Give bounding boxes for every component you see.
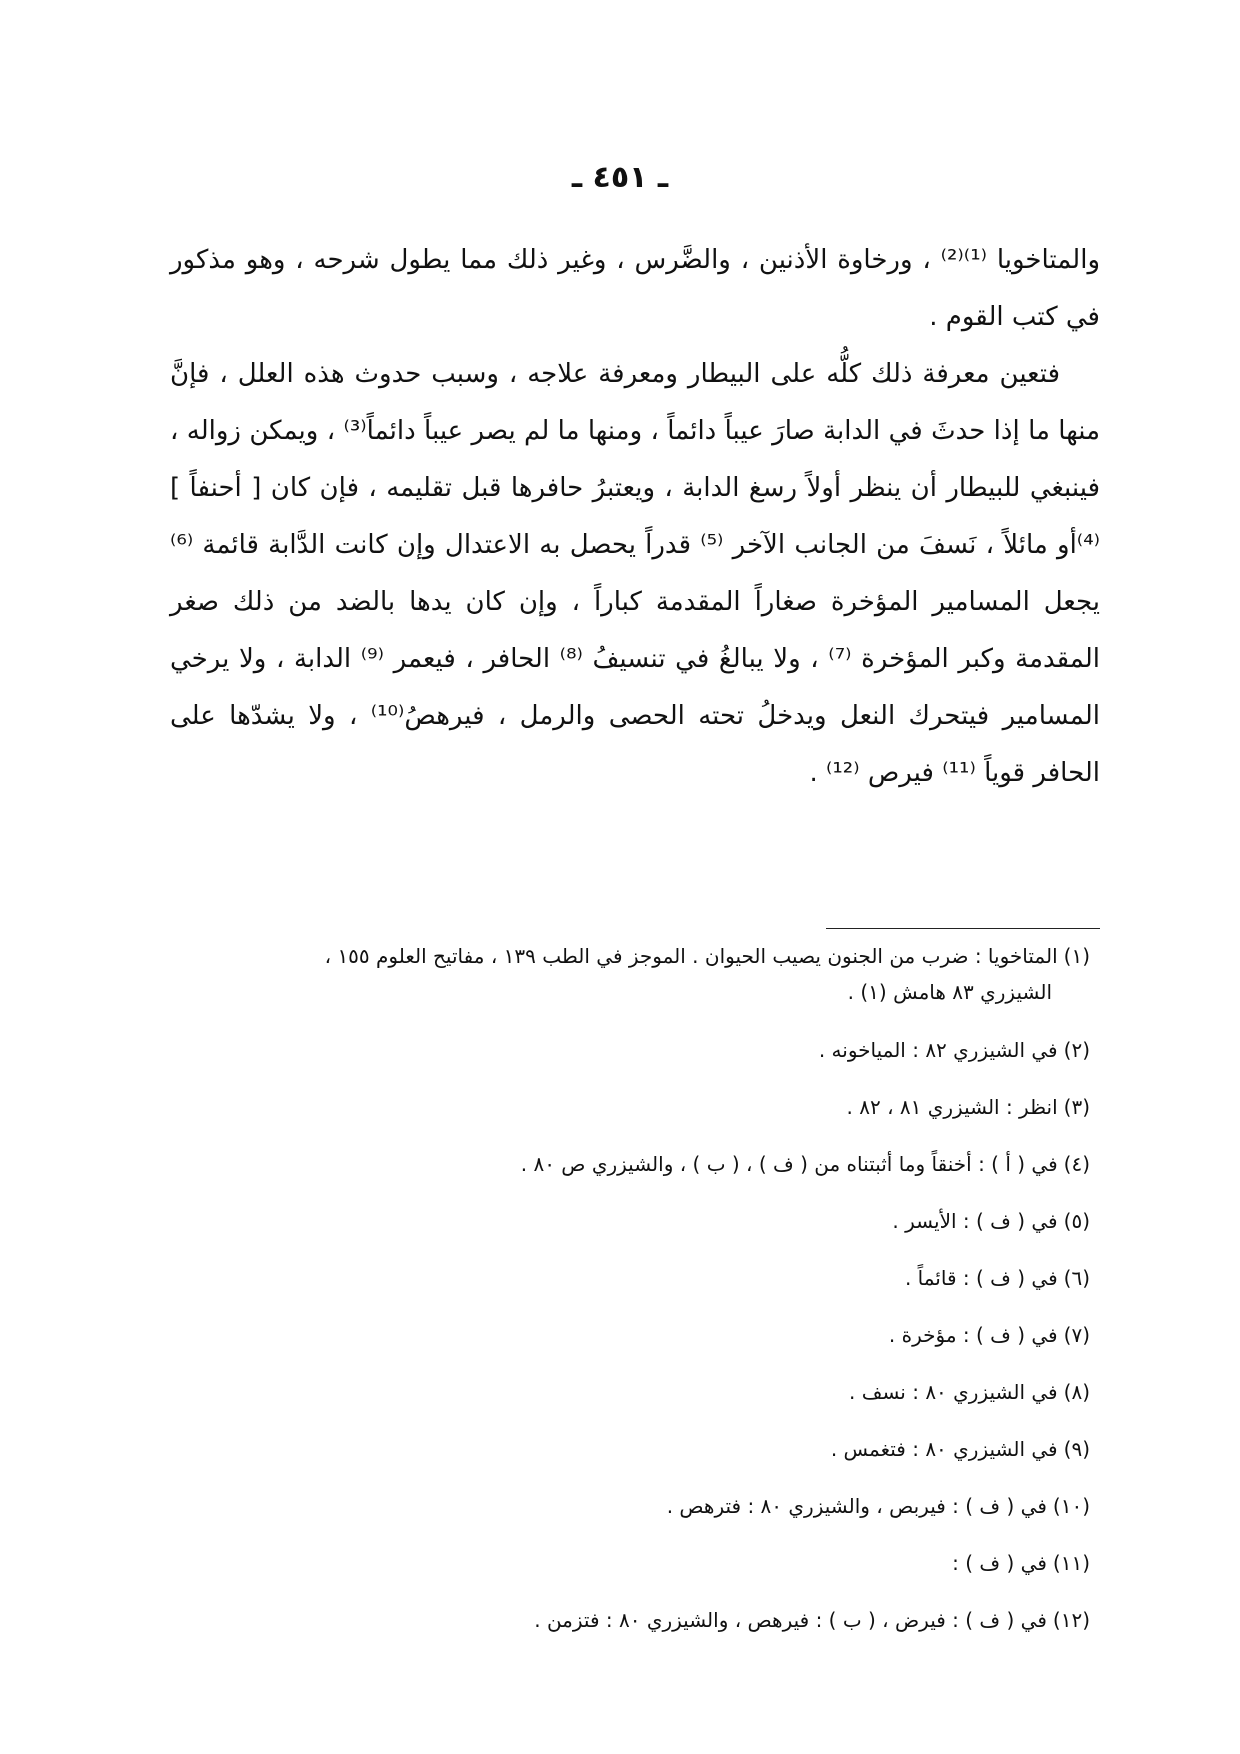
- footnote-item: [170, 1033, 1090, 1067]
- footnote-text: في ( ف ) : مؤخرة .: [888, 1323, 1058, 1347]
- paragraph-1: والمتاخويا ⁽¹⁾⁽²⁾ ، ورخاوة الأذنين ، والضَّرس ، وغير ذلك مما يطول شرحه ، وهو مذكور في كتب القوم .: [170, 245, 1100, 332]
- footnote-number: (٥): [1063, 1209, 1090, 1233]
- footnote-item: [170, 1546, 1090, 1580]
- footnote-number: (١١): [1052, 1551, 1090, 1575]
- footnote-text: في ( ف ) : فيربص ، والشيزري ٨٠ : فترهص .: [666, 1494, 1047, 1518]
- paragraph-2: فتعين معرفة ذلك كلُّه على البيطار ومعرفة علاجه ، وسبب حدوث هذه العلل ، فإنَّ منها ما إذا حدثَ في الدابة صارَ عيباً دائماً ، ومنها ما لم يصر عيباً دائماً⁽³⁾ ، ويمكن زواله ، فينبغي للبيطار أن ينظر أولاً رسغ الدابة ، ويعتبرُ حافرها قبل تقليمه ، فإن كان [ أحنفاً ] ⁽⁴⁾أو مائلاً ، نَسفَ من الجانب الآخر ⁽⁵⁾ قدراً يحصل به الاعتدال وإن كانت الدَّابة قائمة ⁽⁶⁾ يجعل المسامير المؤخرة صغاراً المقدمة كباراً ، وإن كان يدها بالضد من ذلك صغر المقدمة وكبر المؤخرة ⁽⁷⁾ ، ولا يبالغُ في تنسيفُ ⁽⁸⁾ الحافر ، فيعمر ⁽⁹⁾ الدابة ، ولا يرخي المسامير فيتحرك النعل ويدخلُ تحته الحصى والرمل ، فيرهصُ⁽¹⁰⁾ ، ولا يشدّها على الحافر قوياً ⁽¹¹⁾ فيرص ⁽¹²⁾ .: [170, 359, 1101, 788]
- footnote-item: [170, 1432, 1090, 1466]
- footnote-number: (١٢): [1052, 1608, 1090, 1632]
- footnote-item: [170, 1204, 1090, 1238]
- footnote-text-continued: الشيزري ٨٣ هامش (١) .: [847, 980, 1052, 1004]
- footnote-item: [170, 1147, 1090, 1181]
- footnote-number: (٧): [1063, 1323, 1090, 1347]
- footnote-number: (٩): [1063, 1437, 1090, 1461]
- footnotes: [170, 938, 1090, 1660]
- footnote-number: (٣): [1063, 1095, 1090, 1119]
- footnote-divider: [826, 928, 1100, 929]
- footnote-text: في ( ف ) : الأيسر .: [892, 1209, 1058, 1233]
- footnote-item: [170, 1603, 1090, 1637]
- footnote-text: في ( ف ) : فيرض ، ( ب ) : فيرهص ، والشيزري ٨٠ : فتزمن .: [534, 1608, 1047, 1632]
- page-number: ـ ٤٥١ ـ: [571, 160, 669, 195]
- footnote-number: (٢): [1063, 1038, 1090, 1062]
- footnote-text: في الشيزري ٨٠ : فتغمس .: [830, 1437, 1058, 1461]
- main-text: [170, 232, 1100, 802]
- footnote-number: (٦): [1063, 1266, 1090, 1290]
- footnote-item: [170, 938, 1090, 1010]
- footnote-text: في الشيزري ٨٢ : المياخونه .: [818, 1038, 1058, 1062]
- footnote-item: [170, 1318, 1090, 1352]
- footnote-item: [170, 1261, 1090, 1295]
- footnote-number: (١٠): [1052, 1494, 1090, 1518]
- footnote-text: في ( ف ) :: [952, 1551, 1047, 1575]
- footnote-item: [170, 1090, 1090, 1124]
- footnote-text: في ( أ ) : أخنقاً وما أثبتناه من ( ف ) ، ( ب ) ، والشيزري ص ٨٠ .: [520, 1152, 1058, 1176]
- footnote-number: (١): [1063, 944, 1090, 968]
- footnote-number: (٨): [1063, 1380, 1090, 1404]
- footnote-text: في ( ف ) : قائماً .: [904, 1266, 1058, 1290]
- footnote-item: [170, 1489, 1090, 1523]
- footnote-text: في الشيزري ٨٠ : نسف .: [849, 1380, 1058, 1404]
- footnote-text: المتاخويا : ضرب من الجنون يصيب الحيوان . الموجز في الطب ١٣٩ ، مفاتيح العلوم ١٥٥ ،: [324, 944, 1058, 968]
- footnote-text: انظر : الشيزري ٨١ ، ٨٢ .: [846, 1095, 1058, 1119]
- footnote-number: (٤): [1063, 1152, 1090, 1176]
- footnote-item: [170, 1375, 1090, 1409]
